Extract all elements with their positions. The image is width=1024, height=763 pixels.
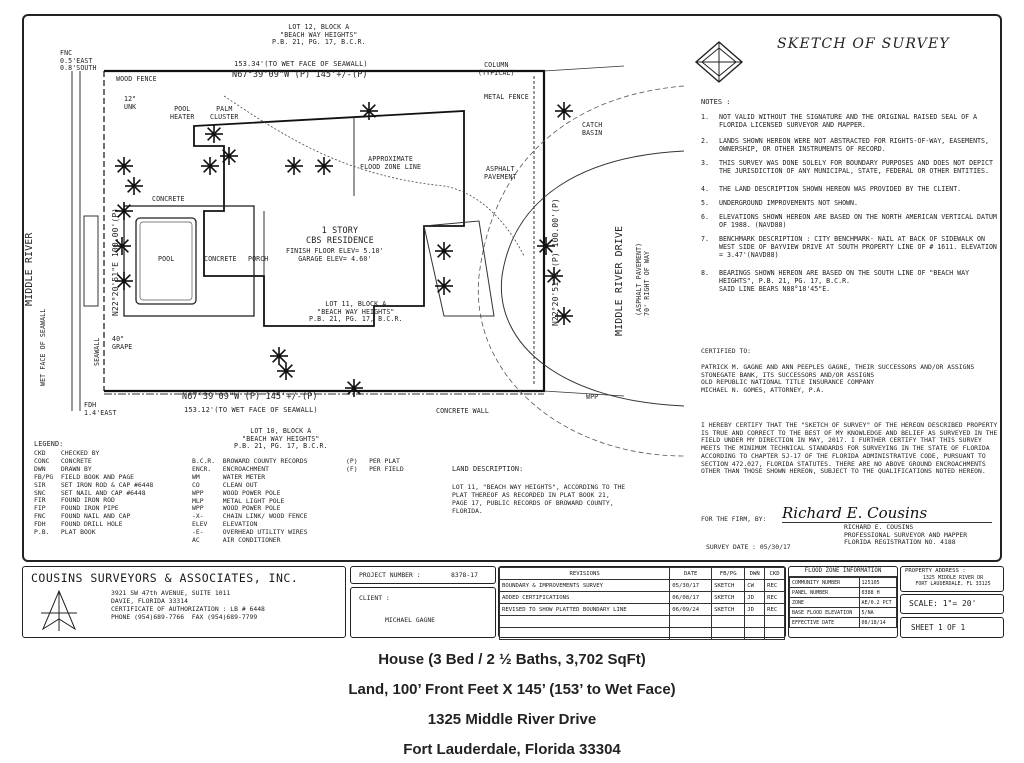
middle-river-label: MIDDLE RIVER: [24, 232, 35, 306]
floor-elevation: FINISH FLOOR ELEV= 5.10' GARAGE ELEV= 4.60': [286, 247, 384, 263]
note-text: BENCHMARK DESCRIPTION : CITY BENCHMARK- NAIL AT BACK OF SIDEWALK ON WEST SIDE OF BAYVIEW DRIVE AT SOUTH PROPERTY LINE OF # 1611. ELEVATION = 3.47'(NAVD88): [719, 235, 1001, 259]
flood-zone-row: [790, 588, 897, 598]
road-curve: [501, 151, 684, 406]
catch-basin-label: CATCH BASIN: [582, 121, 603, 137]
east-bearing: N22°20'51"E (P) 100.00'(P): [551, 198, 560, 326]
wood-dock: [84, 216, 98, 306]
flood-zone-title: FLOOD ZONE INFORMATION: [789, 567, 897, 577]
survey-sheet: [22, 14, 1002, 562]
land-description-text: LOT 11, "BEACH WAY HEIGHTS", ACCORDING TO THE PLAT THEREOF AS RECORDED IN PLAT BOOK 21, PAGE 17, PUBLIC RECORDS OF BROWARD COUNTY, FLORIDA.: [452, 483, 626, 515]
palm-tree-icon: [315, 157, 333, 175]
sheet-box: [900, 617, 1004, 638]
pool-heater-label: POOL HEATER: [170, 105, 195, 121]
palm-tree-icon: [205, 125, 223, 143]
sheet-label: SHEET 1 OF 1: [911, 623, 966, 632]
south-distance: 153.12'(TO WET FACE OF SEAWALL): [184, 406, 318, 414]
revision-cell: JD: [745, 592, 765, 604]
revision-cell: REVISED TO SHOW PLATTED BOUNDARY LINE: [500, 604, 670, 616]
revision-cell: [670, 616, 712, 628]
company-name: COUSINS SURVEYORS & ASSOCIATES, INC.: [31, 571, 299, 585]
note-item: [701, 200, 1004, 208]
lot11-label: LOT 11, BLOCK A "BEACH WAY HEIGHTS" P.B. 21, PG. 17, B.C.R.: [309, 300, 403, 324]
revision-cell: ADDED CERTIFICATIONS: [500, 592, 670, 604]
south-bearing: N67°39'09"W (P) 145'+/-(P): [182, 392, 318, 402]
revision-cell: 06/08/17: [670, 592, 712, 604]
client-name: MICHAEL GAGNE: [385, 616, 436, 624]
legend-title: LEGEND:: [34, 440, 64, 448]
surveyor-block: RICHARD E. COUSINS PROFESSIONAL SURVEYOR AND MAPPER FLORIDA REGISTRATION NO. 4188: [844, 523, 968, 547]
revision-row: [500, 604, 785, 616]
revision-cell: [765, 616, 785, 628]
flood-zone-row: [790, 618, 897, 628]
project-number: 8378-17: [451, 571, 478, 579]
survey-date: SURVEY DATE : 05/30/17: [706, 543, 791, 551]
revision-cell: REC: [765, 592, 785, 604]
flood-zone-cell: ZONE: [790, 598, 860, 608]
legend-column-3: (P) PER PLAT (F) PER FIELD: [346, 457, 404, 473]
surveyor-signature: Richard E. Cousins: [782, 504, 928, 522]
asphalt-label: ASPHALT PAVEMENT: [484, 165, 517, 181]
north-distance: 153.34'(TO WET FACE OF SEAWALL): [234, 60, 368, 68]
revision-cell: SKETCH: [712, 592, 745, 604]
note-number: 4.: [701, 185, 709, 193]
pool-label: POOL: [158, 255, 175, 263]
legend-column-1: CKD CHECKED BY CONC CONCRETE DWN DRAWN BY FB/PG FIELD BOOK AND PAGE SIR SET IRON ROD & CAP #6448 SNC SET NAIL AND CAP #6448 FIR FOUND IRON ROD FIP FOUND IRON PIPE FNC FOUND NAIL AND CAP FDH FOUND DRILL HOLE P.B. PLAT BOOK: [34, 449, 154, 537]
note-number: 5.: [701, 199, 709, 207]
wpp-label: WPP: [586, 393, 599, 401]
note-item: [701, 236, 1004, 259]
caption-city: Fort Lauderdale, Florida 33304: [403, 741, 621, 758]
metal-fence-label: METAL FENCE: [484, 93, 529, 101]
palm-tree-icon: [277, 362, 295, 380]
property-address-box: [900, 566, 1004, 592]
certified-to-list: PATRICK M. GAGNE AND ANN PEEPLES GAGNE, THEIR SUCCESSORS AND/OR ASSIGNS STONEGATE BANK, ITS SUCCESSORS AND/OR ASSIGNS OLD REPUBLIC NATIONAL TITLE INSURANCE COMPANY MICHAEL N. GOMES, ATTORNEY, P.A.: [701, 363, 975, 395]
revision-row: [500, 616, 785, 628]
revisions-header-cell: FB/PG: [712, 568, 745, 580]
revisions-header-row: [500, 568, 785, 580]
note-text: UNDERGROUND IMPROVEMENTS NOT SHOWN.: [719, 199, 858, 207]
client-box: [350, 587, 496, 638]
note-item: [701, 270, 1004, 293]
note-text: LANDS SHOWN HEREON WERE NOT ABSTRACTED FOR RIGHTS-OF-WAY, EASEMENTS, OWNERSHIP, OR OTHER INSTRUMENTS OF RECORD.: [719, 137, 993, 153]
residence-footprint: [194, 111, 464, 326]
flood-zone-box: [788, 566, 898, 638]
revisions-header-cell: DATE: [670, 568, 712, 580]
concrete-wall-label: CONCRETE WALL: [436, 407, 489, 415]
revisions-header-cell: REVISIONS: [500, 568, 670, 580]
revision-cell: JD: [745, 604, 765, 616]
flood-zone-row: [790, 598, 897, 608]
revision-cell: BOUNDARY & IMPROVEMENTS SURVEY: [500, 580, 670, 592]
survey-plot: [24, 16, 684, 562]
flood-zone-cell: COMMUNITY NUMBER: [790, 578, 860, 588]
note-number: 1.: [701, 113, 709, 121]
notes-heading: NOTES :: [701, 98, 731, 106]
revision-row: [500, 580, 785, 592]
revision-cell: [745, 616, 765, 628]
revision-cell: 06/09/24: [670, 604, 712, 616]
note-text: THIS SURVEY WAS DONE SOLELY FOR BOUNDARY PURPOSES AND DOES NOT DEPICT THE JURISDICTION OF ANY MUNICIPAL, STATE, FEDERAL OR OTHER ENTITIES.: [719, 159, 997, 175]
note-number: 8.: [701, 269, 709, 277]
sketch-title: SKETCH OF SURVEY: [777, 36, 950, 52]
revision-cell: 05/30/17: [670, 580, 712, 592]
note-text: BEARINGS SHOWN HEREON ARE BASED ON THE SOUTH LINE OF "BEACH WAY HEIGHTS", P.B. 21, PG. 17, B.C.R. SAID LINE BEARS N88°18'45"E.: [719, 269, 970, 293]
concrete-label: CONCRETE: [204, 255, 237, 263]
caption-house: House (3 Bed / 2 ½ Baths, 3,702 SqFt): [378, 651, 646, 668]
palm-cluster-label: PALM CLUSTER: [210, 105, 239, 121]
flood-zone-cell: PANEL NUMBER: [790, 588, 860, 598]
revisions-table: [499, 567, 785, 640]
driveway: [424, 221, 494, 316]
north-arrow-icon: [694, 40, 744, 84]
revision-cell: [500, 628, 670, 640]
fdh-label: FDH 1.4'EAST: [84, 401, 117, 417]
road-edge: [478, 86, 684, 456]
scale-box: [900, 594, 1004, 614]
revision-cell: [500, 616, 670, 628]
dimension-line: [544, 391, 624, 396]
revision-row: [500, 628, 785, 640]
note-item: [701, 114, 1004, 130]
note-text: NOT VALID WITHOUT THE SIGNATURE AND THE ORIGINAL RAISED SEAL OF A FLORIDA LICENSED SURVEYOR AND MAPPER.: [719, 113, 982, 129]
flood-zone-row: [790, 578, 897, 588]
palm-tree-icon: [555, 102, 573, 120]
fnc-label: FNC 0.5'EAST 0.8'SOUTH: [60, 49, 97, 73]
palm-tree-icon: [125, 177, 143, 195]
palm-tree-icon: [360, 102, 378, 120]
note-item: [701, 138, 1004, 154]
revision-cell: [745, 628, 765, 640]
flood-zone-cell: 08/18/14: [859, 618, 896, 628]
note-number: 2.: [701, 137, 709, 145]
note-number: 7.: [701, 235, 709, 243]
project-number-label: PROJECT NUMBER :: [359, 571, 421, 579]
seawall-label: SEAWALL: [93, 337, 101, 366]
note-item: [701, 214, 1004, 230]
palm-tree-icon: [115, 157, 133, 175]
revision-cell: [712, 628, 745, 640]
porch-label: PORCH: [248, 255, 269, 263]
revisions-body: [500, 580, 785, 640]
revision-cell: [765, 628, 785, 640]
revision-row: [500, 592, 785, 604]
unk-tree-label: 12" UNK: [124, 95, 137, 111]
revisions-header-cell: DWN: [745, 568, 765, 580]
note-item: [701, 160, 1004, 176]
notes-panel: [684, 16, 1004, 562]
residence-label: 1 STORY CBS RESIDENCE: [306, 226, 374, 246]
revision-cell: [670, 628, 712, 640]
caption-address: 1325 Middle River Drive: [427, 711, 597, 728]
column-label: COLUMN (TYPICAL): [478, 61, 515, 77]
revision-cell: SKETCH: [712, 580, 745, 592]
flood-zone-table: [789, 577, 897, 628]
note-text: ELEVATIONS SHOWN HEREON ARE BASED ON THE NORTH AMERICAN VERTICAL DATUM OF 1988. (NAVD88): [719, 213, 1001, 229]
revision-cell: CW: [745, 580, 765, 592]
lot12-label: LOT 12, BLOCK A "BEACH WAY HEIGHTS" P.B. 21, PG. 17, B.C.R.: [272, 23, 366, 47]
palm-tree-icon: [435, 277, 453, 295]
lot10-label: LOT 10, BLOCK A "BEACH WAY HEIGHTS" P.B. 21, PG. 17, B.C.R.: [234, 427, 328, 451]
revisions-box: [498, 566, 786, 638]
revision-cell: SKETCH: [712, 604, 745, 616]
grape-label: 40" GRAPE: [112, 335, 133, 351]
palm-tree-icon: [345, 379, 363, 397]
north-bearing: N67°39'09"W (P) 145'+/-(P): [232, 70, 368, 80]
dimension-line: [544, 66, 624, 71]
flood-zone-cell: EFFECTIVE DATE: [790, 618, 860, 628]
flood-zone-cell: BASE FLOOD ELEVATION: [790, 608, 860, 618]
west-bearing: N22°20'51"E 100.00'(P): [111, 207, 120, 316]
middle-river-drive-label: MIDDLE RIVER DRIVE: [614, 225, 625, 336]
for-firm-label: FOR THE FIRM, BY:: [701, 515, 767, 523]
flood-zone-row: [790, 608, 897, 618]
flood-zone-cell: 0388 H: [859, 588, 896, 598]
right-of-way-label: (ASPHALT PAVEMENT) 70' RIGHT OF WAY: [635, 242, 651, 316]
note-item: [701, 186, 1004, 194]
scale-label: SCALE: 1"= 20': [909, 599, 977, 608]
project-number-box: [350, 566, 496, 584]
note-text: THE LAND DESCRIPTION SHOWN HEREON WAS PROVIDED BY THE CLIENT.: [719, 185, 962, 193]
flood-zone-label: APPROXIMATE FLOOD ZONE LINE: [360, 155, 422, 171]
revision-cell: REC: [765, 604, 785, 616]
flood-zone-cell: 125105: [859, 578, 896, 588]
palm-tree-icon: [285, 157, 303, 175]
certification-statement: I HEREBY CERTIFY THAT THE "SKETCH OF SURVEY" OF THE HEREON DESCRIBED PROPERTY IS TRUE AND CORRECT TO THE BEST OF MY KNOWLEDGE AND BELIEF AS SURVEYED IN THE FIELD UNDER MY DIRECTION IN MAY, 2017. I FURTHER CERTIFY THAT THIS SURVEY MEETS THE MINIMUM TECHNICAL STANDARDS FOR SURVEYING IN THE STATE OF FLORIDA ACCORDING TO CHAPTER 5J-17 OF THE FLORIDA ADMINISTRATIVE CODE, PURSUANT TO SECTION 472.027, FLORIDA STATUTES. THERE ARE NO ABOVE GROUND ENCROACHMENTS OTHER THAN THOSE SHOWN HEREON, SUBJECT TO THE QUALIFICATIONS NOTED HEREON.: [701, 421, 1002, 476]
wood-fence-label: WOOD FENCE: [116, 75, 157, 83]
flood-zone-cell: 5/NA: [859, 608, 896, 618]
caption-land: Land, 100’ Front Feet X 145’ (153’ to Wet Face): [348, 681, 676, 698]
client-label: CLIENT :: [359, 594, 390, 602]
property-address-label: PROPERTY ADDRESS :: [905, 568, 966, 574]
revision-cell: [712, 616, 745, 628]
company-block: [22, 566, 346, 638]
legend-column-2: B.C.R. BROWARD COUNTY RECORDS ENCR. ENCROACHMENT WM WATER METER CO CLEAN OUT WPP WOOD POWER POLE MLP METAL LIGHT POLE WPP WOOD POWER POLE -X- CHAIN LINK/ WOOD FENCE ELEV ELEVATION -E- OVERHEAD UTILITY WIRES AC AIR CONDITIONER: [192, 457, 308, 545]
palm-tree-icon: [220, 147, 238, 165]
flood-zone-line: [224, 96, 524, 256]
company-logo-icon: [39, 589, 79, 633]
wet-face-label: WET FACE OF SEAWALL: [39, 308, 47, 386]
company-address: 3921 SW 47th AVENUE, SUITE 1011 DAVIE, FLORIDA 33314 CERTIFICATE OF AUTHORIZATION : LB # 6448 PHONE (954)689-7766 FAX (954)689-7799: [111, 589, 265, 621]
certified-to-heading: CERTIFIED TO:: [701, 347, 752, 355]
land-description-title: LAND DESCRIPTION:: [452, 465, 524, 473]
concrete-label-2: CONCRETE: [152, 195, 185, 203]
palm-tree-icon: [201, 157, 219, 175]
note-number: 3.: [701, 159, 709, 167]
palm-tree-icon: [435, 242, 453, 260]
flood-zone-cell: AE/0.2 PCT: [859, 598, 896, 608]
revision-cell: REC: [765, 580, 785, 592]
revisions-header-cell: CKD: [765, 568, 785, 580]
property-address: 1325 MIDDLE RIVER DR FORT LAUDERDALE, FL 33125: [915, 575, 991, 587]
note-number: 6.: [701, 213, 709, 221]
